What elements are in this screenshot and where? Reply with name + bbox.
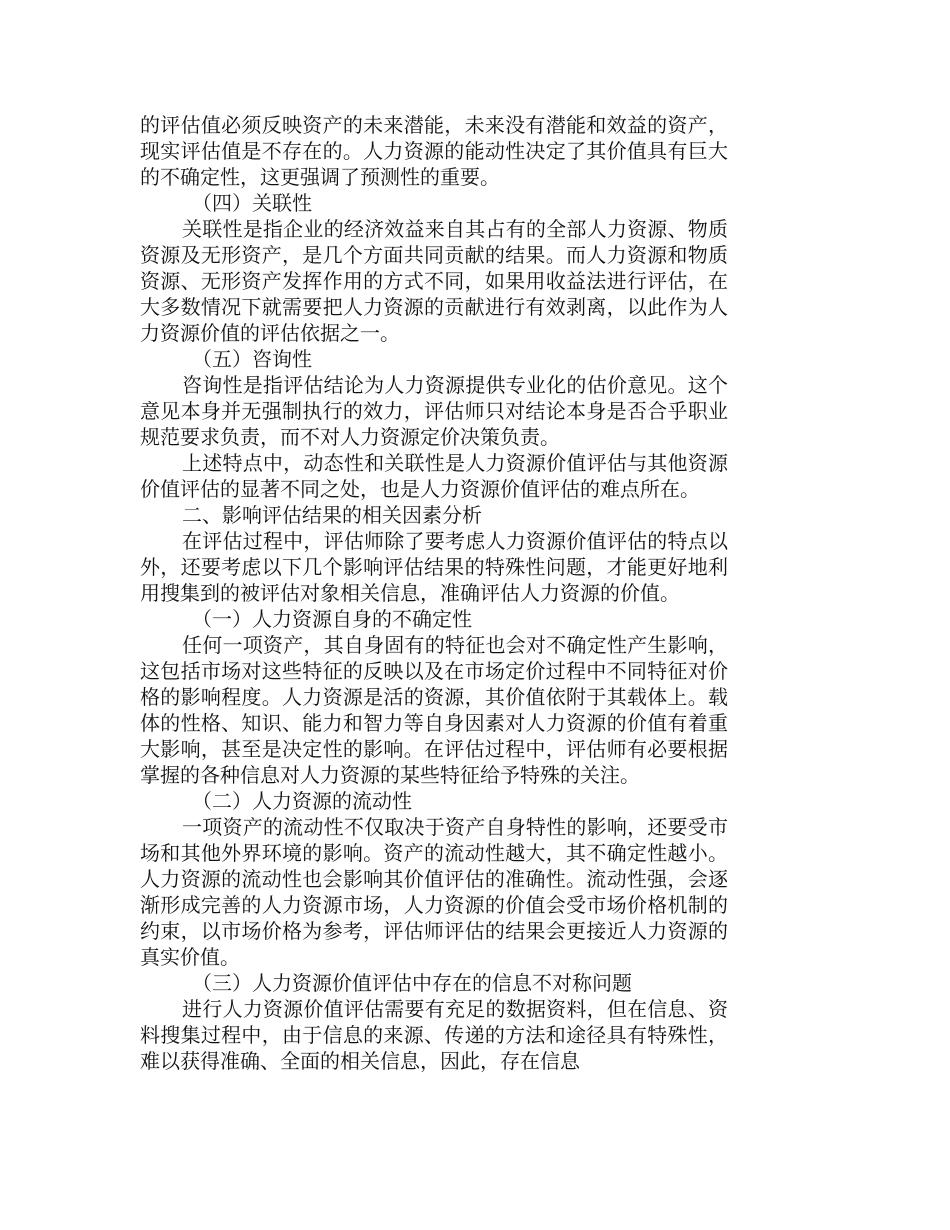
document-page — [140, 112, 728, 1074]
paragraph-factors-intro: 在评估过程中，评估师除了要考虑人力资源价值评估的特点以外，还要考虑以下几个影响评估结果的特殊性问题，才能更好地利用搜集到的被评估对象相关信息，准确评估人力资源的价值。 — [140, 529, 728, 605]
section-heading-information-asymmetry: （三）人力资源价值评估中存在的信息不对称问题 — [192, 971, 632, 995]
paragraph-consultative: 咨询性是指评估结论为人力资源提供专业化的估价意见。这个意见本身并无强制执行的效力，评估师只对结论本身是否合乎职业规范要求负责，而不对人力资源定价决策负责。 — [140, 373, 728, 449]
chapter-heading-factors: 二、影响评估结果的相关因素分析 — [182, 503, 482, 527]
paragraph-information-asymmetry: 进行人力资源价值评估需要有充足的数据资料，但在信息、资料搜集过程中，由于信息的来源、传递的方法和途径具有特殊性，难以获得准确、全面的相关信息，因此，存在信息 — [140, 997, 728, 1073]
section-heading-consultative: （五）咨询性 — [192, 347, 312, 371]
section-heading-mobility: （二）人力资源的流动性 — [192, 789, 412, 813]
paragraph-relevance: 关联性是指企业的经济效益来自其占有的全部人力资源、物质资源及无形资产，是几个方面共同贡献的结果。而人力资源和物质资源、无形资产发挥作用的方式不同，如果用收益法进行评估，在大多数情况下就需要把人力资源的贡献进行有效剥离，以此作为人力资源价值的评估依据之一。 — [140, 217, 728, 345]
paragraph-summary: 上述特点中，动态性和关联性是人力资源价值评估与其他资源价值评估的显著不同之处，也是人力资源价值评估的难点所在。 — [140, 451, 728, 501]
section-heading-uncertainty: （一）人力资源自身的不确定性 — [192, 607, 472, 631]
paragraph-continuation: 的评估值必须反映资产的未来潜能，未来没有潜能和效益的资产，现实评估值是不存在的。人力资源的能动性决定了其价值具有巨大的不确定性，这更强调了预测性的重要。 — [140, 113, 728, 189]
section-heading-relevance: （四）关联性 — [192, 191, 312, 215]
paragraph-mobility: 一项资产的流动性不仅取决于资产自身特性的影响，还要受市场和其他外界环境的影响。资产的流动性越大，其不确定性越小。人力资源的流动性也会影响其价值评估的准确性。流动性强，会逐渐形成完善的人力资源市场，人力资源的价值会受市场价格机制的约束，以市场价格为参考，评估师评估的结果会更接近人力资源的真实价值。 — [140, 815, 728, 969]
paragraph-uncertainty: 任何一项资产，其自身固有的特征也会对不确定性产生影响，这包括市场对这些特征的反映以及在市场定价过程中不同特征对价格的影响程度。人力资源是活的资源，其价值依附于其载体上。载体的性格、知识、能力和智力等自身因素对人力资源的价值有着重大影响，甚至是决定性的影响。在评估过程中，评估师有必要根据掌握的各种信息对人力资源的某些特征给予特殊的关注。 — [140, 633, 728, 787]
